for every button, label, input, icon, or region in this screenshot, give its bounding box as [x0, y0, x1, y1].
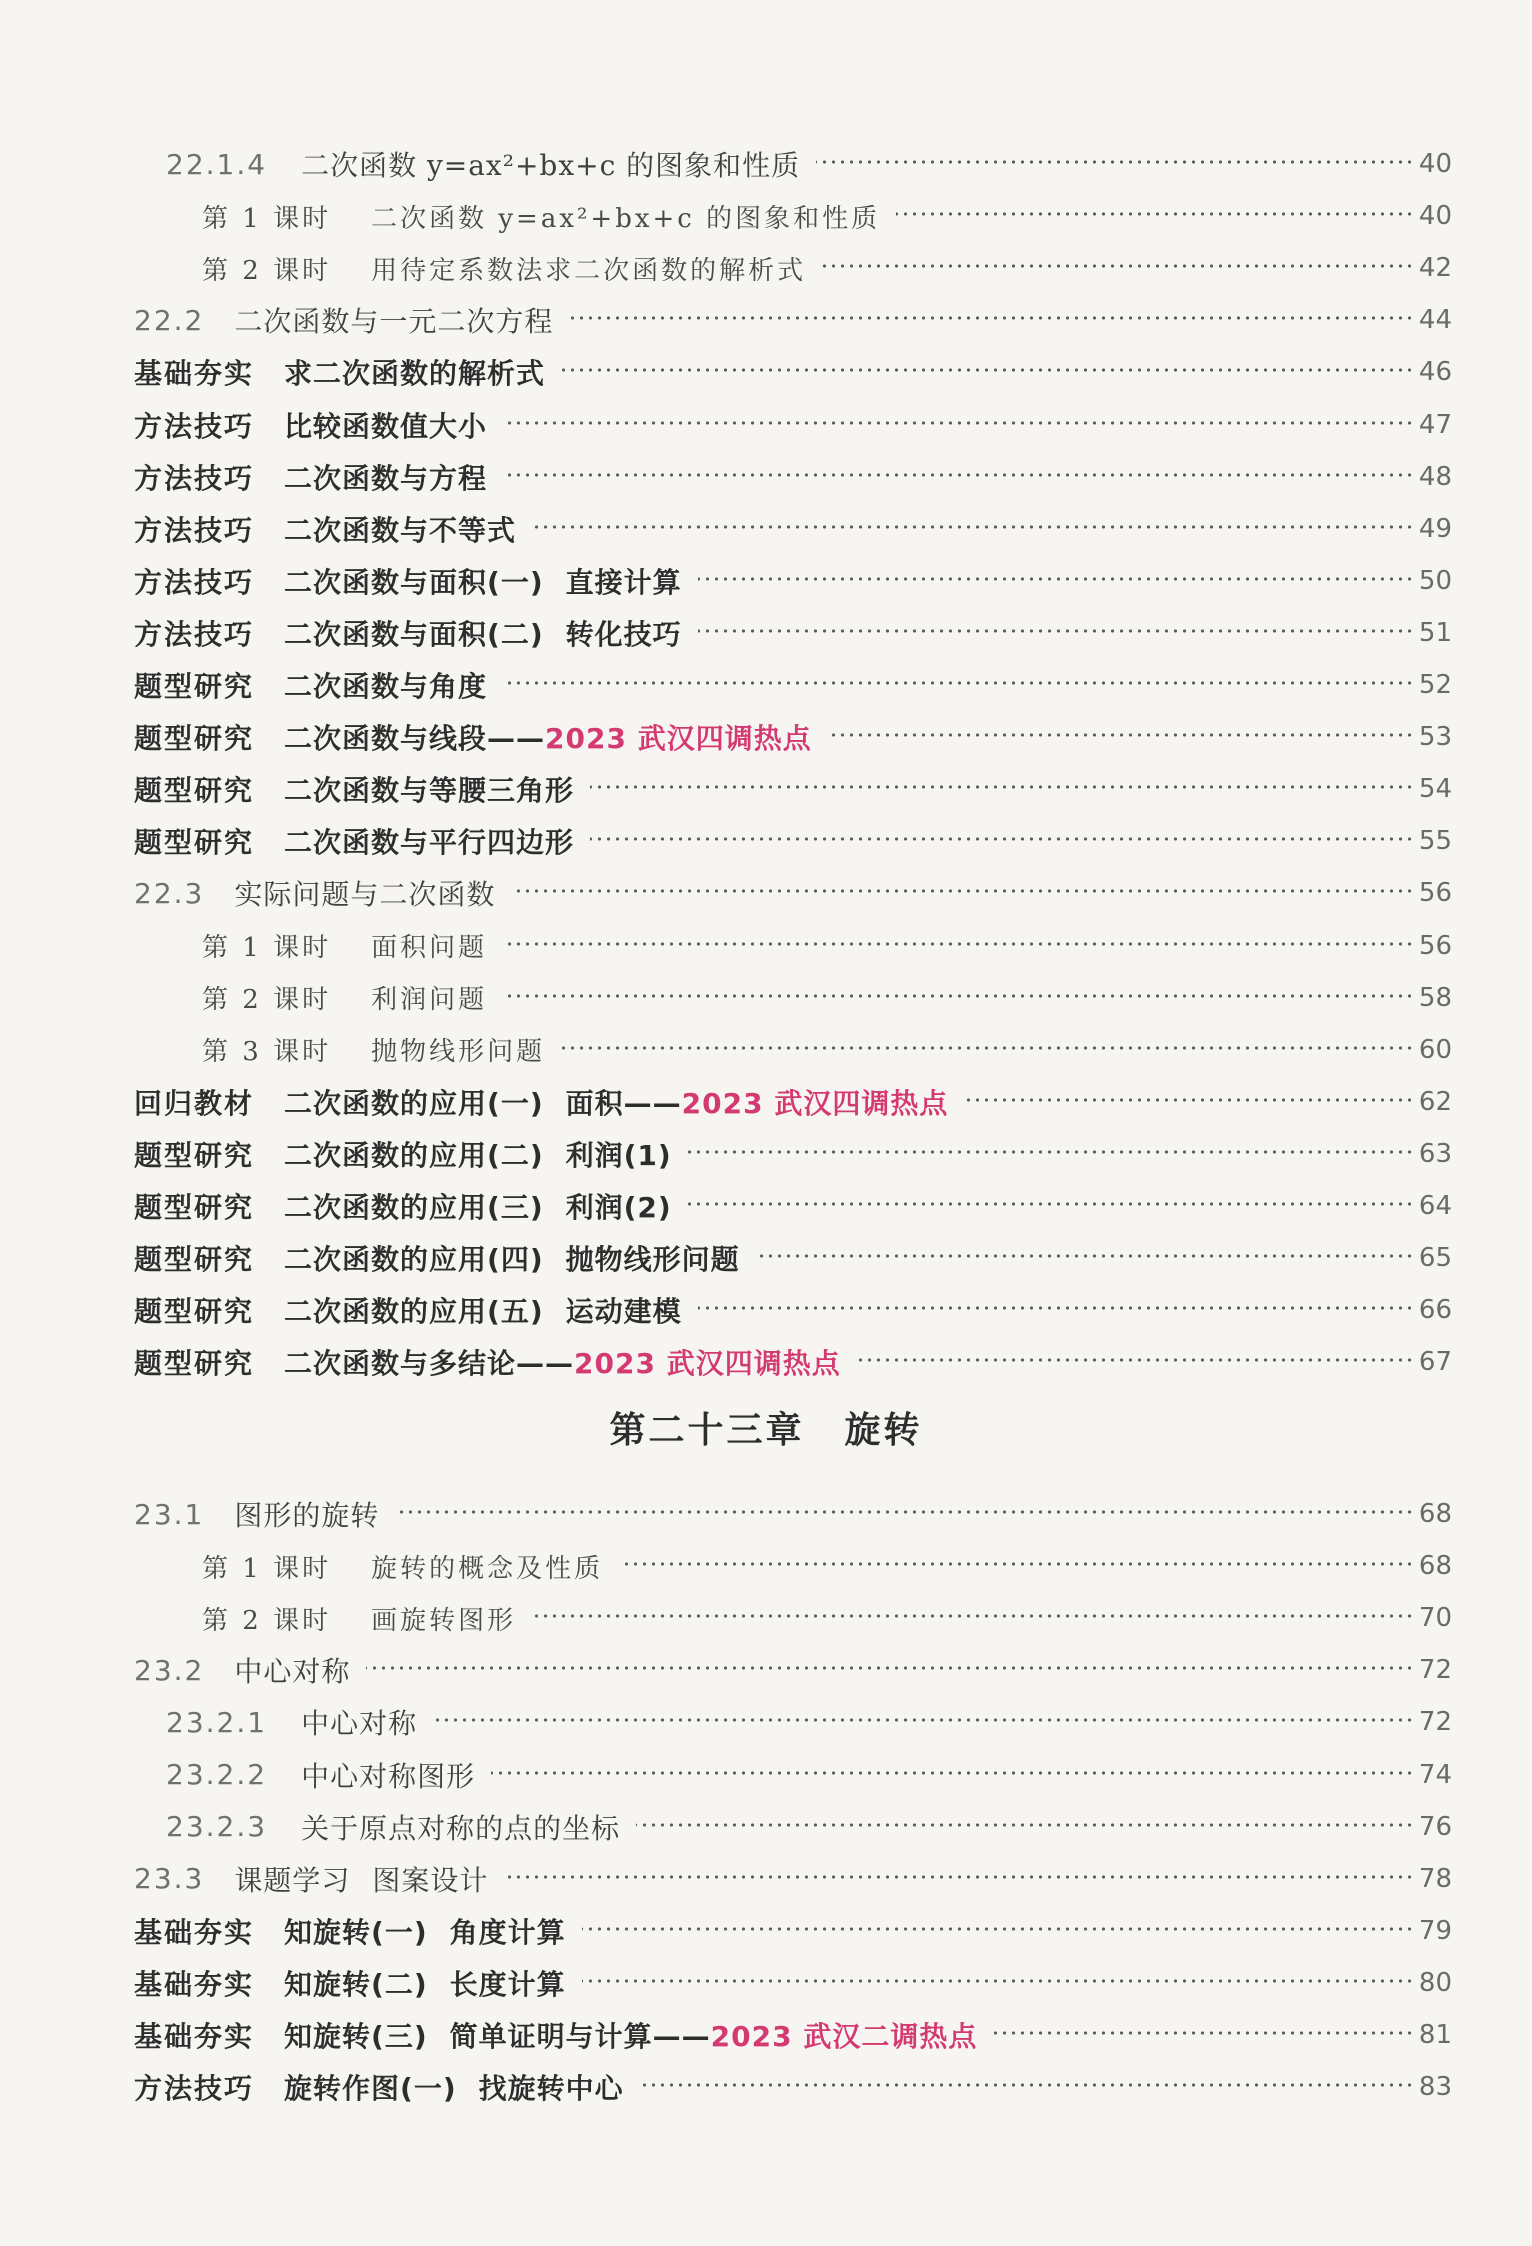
topic-label: 题型研究 — [134, 1191, 255, 1224]
toc-entry-text — [134, 607, 682, 659]
dot-leader — [561, 1038, 1414, 1058]
page-number: 40 — [1418, 149, 1452, 179]
entry-title: 中心对称图形 — [301, 1759, 476, 1793]
toc-entry — [0, 555, 1532, 607]
topic-label: 基础夯实 — [134, 1915, 255, 1949]
toc-entry-text — [166, 1749, 475, 1801]
toc-entry-text — [166, 1696, 417, 1748]
topic-label: 方法技巧 — [134, 409, 255, 443]
page-number: 50 — [1418, 565, 1452, 596]
dot-leader — [503, 673, 1414, 693]
topic-label: 基础夯实 — [134, 357, 255, 391]
toc-entry — [0, 503, 1532, 555]
entry-title: 二次函数与面积(一) — [284, 565, 544, 599]
toc-entry — [0, 1644, 1532, 1696]
entry-title: 转化技巧 — [565, 617, 682, 651]
dot-leader — [511, 881, 1414, 901]
dot-leader — [503, 413, 1414, 433]
page-number: 46 — [1418, 357, 1452, 388]
topic-label: 方法技巧 — [134, 565, 255, 599]
chapter-heading — [0, 1402, 1532, 1462]
lesson-number: 第 1 课时 — [202, 1553, 332, 1584]
toc-entry-text — [134, 659, 487, 711]
page-number: 47 — [1418, 409, 1452, 440]
entry-title: 图案设计 — [372, 1863, 489, 1897]
toc-entry-text — [134, 763, 574, 815]
hotspot-highlight: 2023 武汉四调热点 — [681, 1086, 949, 1120]
entry-title: 图形的旋转 — [234, 1499, 380, 1532]
entry-title: 二次函数的应用(五) — [284, 1295, 544, 1329]
dot-leader — [503, 934, 1414, 954]
toc-entry-text — [202, 1540, 603, 1592]
toc-entry — [0, 763, 1532, 815]
dot-leader — [433, 1710, 1414, 1730]
entry-title: 用待定系数法求二次函数的解析式 — [371, 255, 807, 286]
entry-title: 知旋转(二) — [284, 1967, 428, 2001]
entry-title: 长度计算 — [449, 1967, 566, 2001]
entry-title: 二次函数的应用(四) — [284, 1243, 544, 1277]
toc-entry-text — [134, 1957, 566, 2009]
toc-entry — [0, 1336, 1532, 1388]
toc-entry-text — [134, 711, 812, 763]
entry-title: 知旋转(一) — [284, 1915, 428, 1949]
toc-entry — [0, 1024, 1532, 1076]
toc-entry-text — [166, 138, 800, 190]
toc-entry — [0, 1232, 1532, 1284]
topic-label: 题型研究 — [134, 1138, 255, 1172]
entry-title: 找旋转中心 — [478, 2072, 624, 2106]
page-number: 74 — [1418, 1759, 1452, 1790]
dot-leader — [532, 517, 1414, 537]
entry-title: 中心对称 — [234, 1655, 351, 1689]
toc-entry — [0, 1076, 1532, 1128]
topic-label: 题型研究 — [134, 1295, 255, 1329]
topic-label: 题型研究 — [134, 722, 255, 756]
page-number: 58 — [1418, 982, 1452, 1013]
entry-title: 利润(1) — [565, 1138, 672, 1172]
page-number: 70 — [1418, 1603, 1452, 1634]
toc-entry — [0, 1592, 1532, 1644]
toc-entry-text — [134, 346, 545, 398]
section-number: 22.3 — [134, 876, 205, 910]
toc-entry — [0, 1957, 1532, 2009]
page-number: 72 — [1418, 1707, 1452, 1738]
entry-title: 二次函数与平行四边形 — [284, 826, 575, 860]
toc-entry — [0, 1284, 1532, 1336]
topic-label: 题型研究 — [134, 774, 255, 808]
toc-entry — [0, 294, 1532, 346]
toc-entry — [0, 815, 1532, 867]
topic-label: 基础夯实 — [134, 2020, 255, 2053]
toc-entry-text — [202, 972, 487, 1024]
page-number: 72 — [1418, 1655, 1452, 1686]
toc-entry — [0, 1696, 1532, 1748]
toc-entry-text — [134, 1336, 841, 1388]
entry-title: 二次函数的应用(二) — [284, 1138, 544, 1172]
toc-entry-text — [134, 1180, 672, 1232]
toc-entry-text — [134, 399, 487, 451]
page-number: 63 — [1418, 1138, 1452, 1169]
lesson-number: 第 3 课时 — [202, 1037, 332, 1068]
page-number: 44 — [1418, 305, 1452, 336]
dot-leader — [698, 569, 1414, 589]
page-number: 49 — [1418, 513, 1452, 544]
dot-leader — [395, 1502, 1414, 1522]
dot-leader — [698, 1298, 1414, 1318]
chapter-title: 旋转 — [844, 1410, 923, 1451]
toc-entry-text — [134, 1128, 672, 1180]
entry-title: 运动建模 — [565, 1295, 682, 1329]
toc-entry-text — [134, 1853, 488, 1905]
page-number: 40 — [1418, 201, 1452, 232]
entry-title: 二次函数的应用(三) — [284, 1191, 544, 1224]
page-number: 68 — [1418, 1499, 1452, 1529]
dot-leader — [590, 829, 1414, 849]
entry-title: 二次函数与等腰三角形 — [284, 774, 575, 808]
toc-entry-text — [134, 451, 487, 503]
dot-leader — [619, 1554, 1414, 1574]
dot-leader — [828, 725, 1414, 745]
topic-label: 基础夯实 — [134, 1967, 255, 2001]
page-number: 60 — [1418, 1034, 1452, 1065]
page-number: 62 — [1418, 1086, 1452, 1117]
entry-title: 简单证明与计算—— — [449, 2020, 711, 2053]
toc-entry — [0, 346, 1532, 398]
page-number: 51 — [1418, 617, 1452, 648]
entry-title: 知旋转(三) — [284, 2020, 428, 2053]
entry-title: 面积问题 — [371, 933, 488, 963]
toc-entry — [0, 2009, 1532, 2061]
topic-label: 方法技巧 — [134, 461, 255, 495]
topic-label: 题型研究 — [134, 670, 255, 703]
entry-title: 面积—— — [565, 1086, 682, 1120]
page-number: 53 — [1418, 722, 1452, 753]
entry-title: 中心对称 — [301, 1707, 418, 1741]
topic-label: 方法技巧 — [134, 617, 255, 651]
page-number: 64 — [1418, 1191, 1452, 1221]
section-number: 22.1.4 — [166, 147, 268, 181]
section-number: 23.2.1 — [166, 1705, 268, 1739]
entry-title: 二次函数与面积(二) — [284, 617, 544, 651]
toc-entry — [0, 451, 1532, 503]
toc-entry-text — [134, 503, 516, 555]
hotspot-highlight: 2023 武汉二调热点 — [710, 2020, 978, 2053]
toc-entry-text — [134, 555, 682, 607]
topic-label: 方法技巧 — [134, 513, 255, 547]
toc-entry — [0, 711, 1532, 763]
toc-entry — [0, 1540, 1532, 1592]
dot-leader — [640, 2075, 1414, 2095]
toc-entry — [0, 1749, 1532, 1801]
entry-title: 实际问题与二次函数 — [234, 878, 496, 912]
entry-title: 二次函数 y=ax²+bx+c 的图象和性质 — [301, 149, 801, 182]
entry-title: 利润(2) — [565, 1191, 672, 1224]
dot-leader — [822, 256, 1414, 276]
chapter-number: 第二十三章 — [609, 1410, 805, 1451]
toc-entry — [0, 138, 1532, 190]
toc-entry-text — [134, 1488, 379, 1540]
toc-entry — [0, 1128, 1532, 1180]
dot-leader — [964, 1090, 1414, 1110]
entry-title: 抛物线形问题 — [371, 1037, 546, 1068]
toc-entry-text — [202, 1024, 545, 1076]
toc-entry-text — [134, 1905, 566, 1957]
dot-leader — [636, 1815, 1414, 1835]
entry-title: 比较函数值大小 — [284, 409, 488, 443]
page-number: 48 — [1418, 461, 1452, 492]
page-number: 79 — [1418, 1915, 1452, 1946]
page-number: 65 — [1418, 1243, 1452, 1274]
section-number: 22.2 — [134, 303, 205, 337]
dot-leader — [504, 1867, 1414, 1887]
toc-entry-text — [134, 815, 574, 867]
entry-title: 二次函数与多结论—— — [284, 1347, 575, 1381]
toc-entry — [0, 972, 1532, 1024]
entry-title: 画旋转图形 — [371, 1605, 517, 1636]
page-number: 80 — [1418, 1967, 1452, 1998]
lesson-number: 第 1 课时 — [202, 203, 332, 234]
dot-leader — [532, 1606, 1414, 1626]
toc-entry-text — [134, 1076, 948, 1128]
dot-leader — [896, 204, 1414, 224]
toc-entry — [0, 1801, 1532, 1853]
toc-entry — [0, 2061, 1532, 2113]
page-number: 78 — [1418, 1863, 1452, 1894]
entry-title: 旋转的概念及性质 — [371, 1553, 604, 1584]
dot-leader — [366, 1658, 1414, 1678]
toc-entry-text — [134, 1644, 350, 1696]
topic-label: 题型研究 — [134, 1243, 255, 1277]
section-number: 23.2.3 — [166, 1810, 268, 1844]
section-number: 23.2.2 — [166, 1758, 268, 1791]
dot-leader — [857, 1350, 1414, 1370]
dot-leader — [688, 1142, 1414, 1162]
entry-title: 直接计算 — [565, 565, 682, 599]
toc-entry-text — [134, 867, 495, 919]
topic-label: 方法技巧 — [134, 2072, 255, 2106]
toc-entry — [0, 659, 1532, 711]
toc-entry-text — [134, 294, 553, 346]
topic-label: 题型研究 — [134, 826, 255, 860]
page-number: 42 — [1418, 253, 1452, 284]
page-number: 55 — [1418, 826, 1452, 857]
section-number: 23.3 — [134, 1862, 205, 1896]
hotspot-highlight: 2023 武汉四调热点 — [545, 722, 812, 756]
entry-title: 二次函数与线段—— — [284, 722, 546, 756]
toc-entry — [0, 607, 1532, 659]
dot-leader — [698, 621, 1414, 641]
dot-leader — [688, 1194, 1414, 1214]
entry-title: 二次函数的应用(一) — [284, 1086, 544, 1120]
toc-entry-text — [166, 1801, 620, 1853]
page-number: 83 — [1418, 2072, 1452, 2103]
page-number: 66 — [1418, 1295, 1452, 1326]
dot-leader — [491, 1763, 1414, 1783]
toc-entry — [0, 399, 1532, 451]
lesson-number: 第 1 课时 — [202, 933, 332, 963]
entry-title: 二次函数 y=ax²+bx+c 的图象和性质 — [371, 203, 881, 234]
toc-entry — [0, 1853, 1532, 1905]
toc-entry — [0, 920, 1532, 972]
dot-leader — [503, 986, 1414, 1006]
dot-leader — [582, 1971, 1414, 1991]
toc-entry — [0, 867, 1532, 919]
toc-entry — [0, 1905, 1532, 1957]
page-number: 56 — [1418, 878, 1452, 909]
dot-leader — [756, 1246, 1414, 1266]
section-number: 23.2 — [134, 1653, 205, 1687]
dot-leader — [561, 360, 1414, 380]
toc-entry — [0, 1488, 1532, 1540]
entry-title: 抛物线形问题 — [565, 1243, 740, 1277]
lesson-number: 第 2 课时 — [202, 255, 332, 286]
entry-title: 课题学习 — [234, 1863, 351, 1897]
toc-entry-text — [202, 242, 806, 294]
toc-entry-text — [134, 1232, 740, 1284]
entry-title: 求二次函数的解析式 — [284, 357, 546, 391]
page-number: 56 — [1418, 930, 1452, 961]
toc-entry-text — [134, 1284, 682, 1336]
page-number: 52 — [1418, 670, 1452, 700]
section-number: 23.1 — [134, 1497, 205, 1531]
dot-leader — [503, 465, 1414, 485]
page-number: 67 — [1418, 1347, 1452, 1378]
topic-label: 回归教材 — [134, 1086, 255, 1120]
toc-entry-text — [202, 920, 487, 972]
page-number: 54 — [1418, 774, 1452, 805]
entry-title: 利润问题 — [371, 985, 488, 1016]
toc-entry-text — [134, 2009, 977, 2061]
entry-title: 二次函数与不等式 — [284, 513, 517, 547]
dot-leader — [590, 777, 1414, 797]
lesson-number: 第 2 课时 — [202, 1605, 332, 1636]
toc-entry-text — [202, 190, 880, 242]
entry-title: 角度计算 — [449, 1915, 566, 1949]
page-number: 68 — [1418, 1551, 1452, 1582]
dot-leader — [993, 2023, 1414, 2043]
lesson-number: 第 2 课时 — [202, 985, 332, 1016]
entry-title: 二次函数与方程 — [284, 461, 488, 495]
toc-entry — [0, 190, 1532, 242]
dot-leader — [582, 1919, 1414, 1939]
toc-entry-text — [134, 2061, 624, 2113]
page-number: 81 — [1418, 2020, 1452, 2050]
toc-entry-text — [202, 1592, 516, 1644]
toc-entry — [0, 1180, 1532, 1232]
entry-title: 二次函数与角度 — [284, 670, 488, 703]
entry-title: 关于原点对称的点的坐标 — [301, 1811, 621, 1845]
entry-title: 二次函数与一元二次方程 — [234, 305, 554, 339]
dot-leader — [816, 152, 1414, 172]
entry-title: 旋转作图(一) — [284, 2072, 457, 2106]
hotspot-highlight: 2023 武汉四调热点 — [574, 1347, 841, 1381]
dot-leader — [569, 308, 1414, 328]
topic-label: 题型研究 — [134, 1347, 255, 1381]
toc-entry — [0, 242, 1532, 294]
page-number: 76 — [1418, 1811, 1452, 1842]
